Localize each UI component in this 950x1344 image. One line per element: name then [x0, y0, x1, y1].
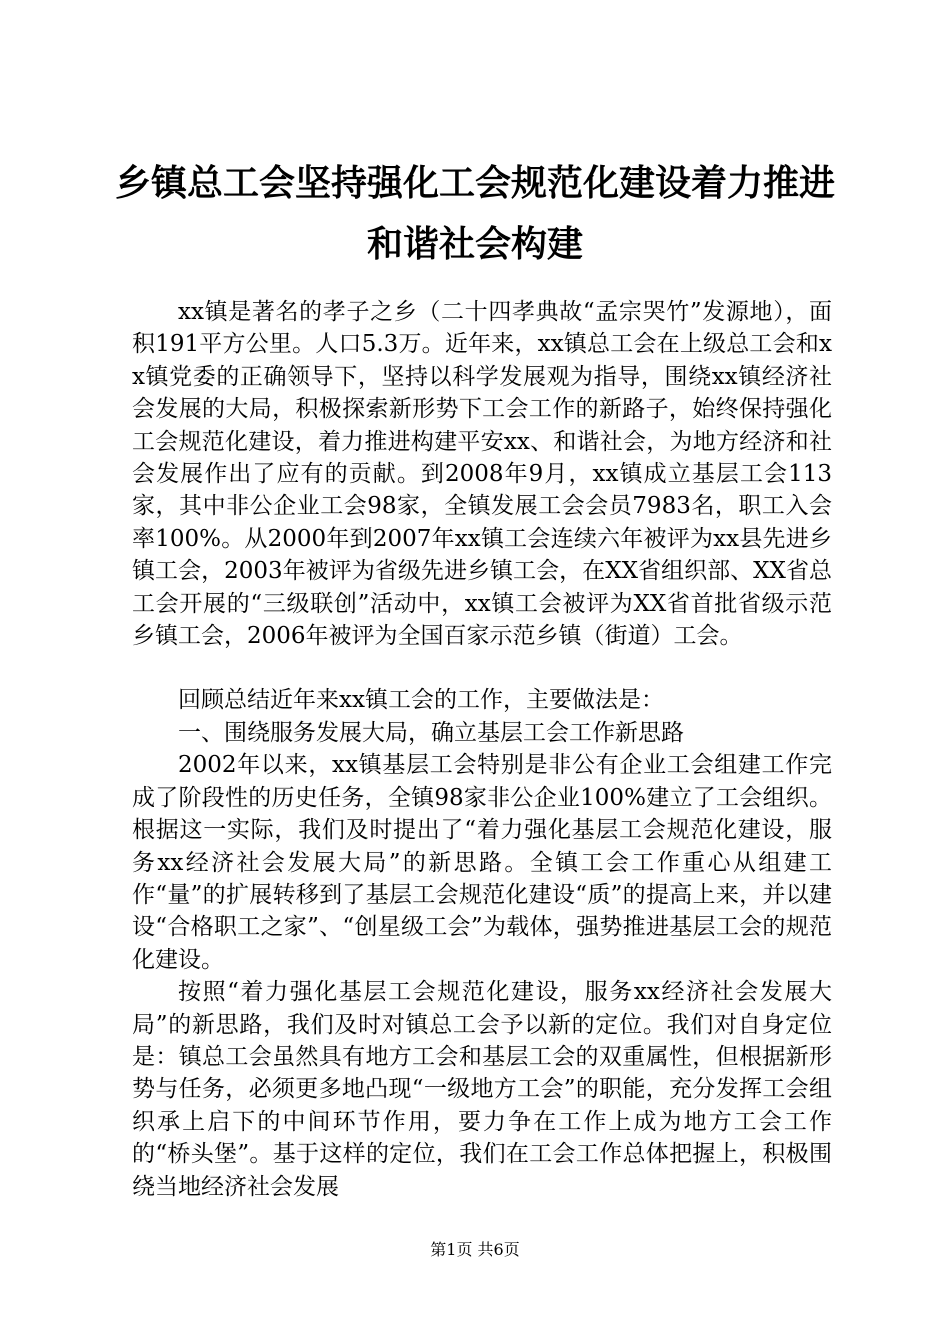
- paragraph-summary-lead: 回顾总结近年来xx镇工会的工作，主要做法是：: [178, 687, 664, 714]
- paragraph-intro: xx镇是著名的孝子之乡（二十四孝典故“孟宗哭竹”发源地），面积191平方公里。人口5.3万。近年来，xx镇总工会在上级总工会和xx镇党委的正确领导下，坚持以科学发展观为指导，围绕xx镇经济社会发展的大局，积极探索新形势下工会工作的新路子，始终保持强化工会规范化建设，着力推进构建平安xx、和谐社会，为地方经济和社会发展作出了应有的贡献。到2008年9月，xx镇成立基层工会113家，其中非公企业工会98家，全镇发展工会会员7983名，职工入会率100%。从2000年到2007年xx镇工会连续六年被评为xx县先进乡镇工会，2003年被评为省级先进乡镇工会，在XX省组织部、XX省总工会开展的“三级联创”活动中，xx镇工会被评为XX省首批省级示范乡镇工会，2006年被评为全国百家示范乡镇（街道）工会。: [132, 299, 832, 650]
- paragraph-section1-1: 2002年以来，xx镇基层工会特别是非公有企业工会组建工作完成了阶段性的历史任务，全镇98家非公企业100%建立了工会组织。根据这一实际，我们及时提出了“着力强化基层工会规范化建设，服务xx经济社会发展大局”的新思路。全镇工会工作重心从组建工作“量”的扩展转移到了基层工会规范化建设“质”的提高上来，并以建设“合格职工之家”、“创星级工会”为载体，强势推进基层工会的规范化建设。: [132, 752, 832, 973]
- paragraph-section1-2: 按照“着力强化基层工会规范化建设，服务xx经济社会发展大局”的新思路，我们及时对镇总工会予以新的定位。我们对自身定位是：镇总工会虽然具有地方工会和基层工会的双重属性，但根据新形势与任务，必须更多地凸现“一级地方工会”的职能，充分发挥工会组织承上启下的中间环节作用，要力争在工作上成为地方工会工作的“桥头堡”。基于这样的定位，我们在工会工作总体把握上，积极围绕当地经济社会发展: [132, 979, 832, 1200]
- document-title-line-1: 乡镇总工会坚持强化工会规范化建设着力推进: [114, 162, 835, 204]
- document-title-line-2: 和谐社会构建: [366, 223, 583, 265]
- document-body: [132, 296, 832, 1203]
- page-footer: 第1页 共6页: [430, 1240, 520, 1259]
- section-heading-1: 一、围绕服务发展大局，确立基层工会工作新思路: [178, 719, 684, 746]
